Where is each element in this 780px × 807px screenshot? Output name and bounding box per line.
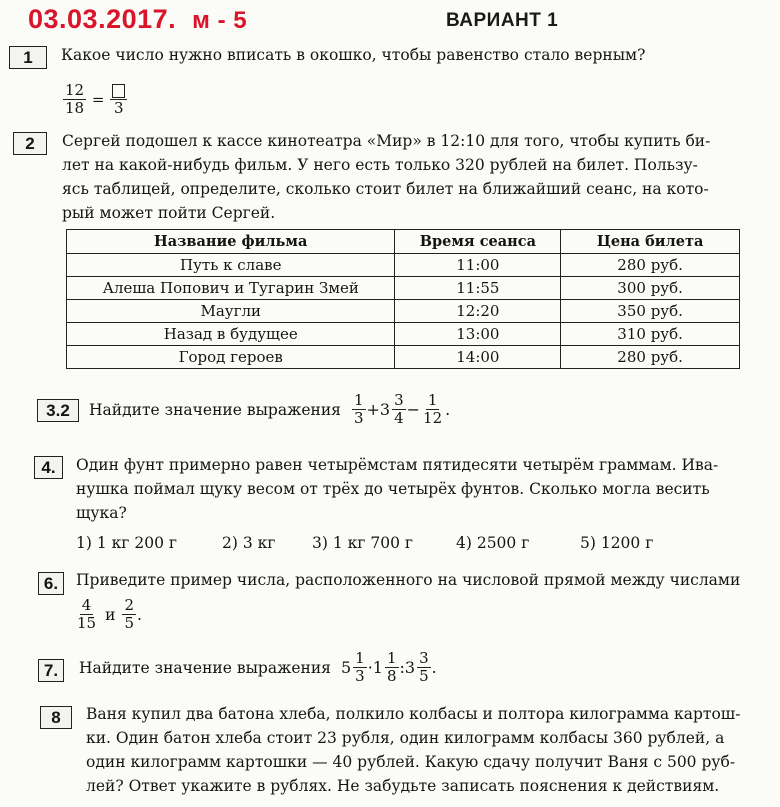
- header-time: Время сеанса: [395, 230, 561, 254]
- lesson-date: [28, 4, 247, 35]
- question-3-text: Найдите значение выражения $\frac{1}{3}$ + 3 $\frac{3}{4}$ − $\frac{1}{12}$ .: [89, 391, 451, 427]
- table-row: Путь к славе 11:00 280 руб.: [67, 254, 740, 277]
- expression-7: 5 $\frac{1}{3}$ · 1 $\frac{1}{8}$ : 3 $\frac{3}{5}$ .: [340, 649, 437, 685]
- question-6-text: Приведите пример числа, расположенного на числовой прямой между числами: [76, 571, 741, 589]
- question-2-number: 2: [13, 132, 47, 155]
- table-row: Город героев 14:00 280 руб.: [67, 346, 740, 369]
- table-row: Алеша Попович и Тугарин Змей 11:55 300 руб.: [67, 277, 740, 300]
- question-8-text: Ваня купил два батона хлеба, полкило колбасы и полтора килограмма картош- ки. Один батон хлеба стоит 23 рубля, один килограмм колбасы 360 рублей, а один килограмм картошки — 40 рублей. Какую сдачу получит Ваня с 500 руб- лей? Ответ укажите в рублях. Не забудьте записать пояснения к действиям.: [86, 705, 741, 795]
- option-1: 1) 1 кг 200 г: [76, 534, 177, 552]
- lesson-suffix: м - 5: [192, 7, 248, 34]
- option-3: 3) 1 кг 700 г: [312, 534, 413, 552]
- table-row: Назад в будущее 13:00 310 руб.: [67, 323, 740, 346]
- question-3-number: 3.2: [37, 399, 79, 422]
- question-6-fractions: $\frac{4}{15}$ и $\frac{2}{5}$ .: [77, 596, 142, 632]
- option-2: 2) 3 кг: [222, 534, 276, 552]
- header-price: Цена билета: [561, 230, 740, 254]
- question-1-equation: [62, 82, 128, 117]
- question-6-number: 6.: [38, 572, 64, 595]
- table-header-row: [67, 230, 740, 254]
- header-film: Название фильма: [67, 230, 395, 254]
- question-1-text: Какое число нужно вписать в окошко, чтобы равенство стало верным?: [61, 46, 646, 64]
- option-5: 5) 1200 г: [580, 534, 654, 552]
- cinema-schedule-table: [66, 229, 740, 369]
- date-text: 03.03.2017.: [28, 4, 177, 34]
- question-4-number: 4.: [34, 456, 63, 479]
- question-7-number: 7.: [38, 659, 64, 682]
- fraction-12-18: $\frac{12}{18}$: [65, 81, 85, 117]
- question-4-text: Один фунт примерно равен четырёмстам пятидесяти четырём граммам. Ива- нушка поймал щуку весом от трёх до четырёх фунтов. Сколько могла весить щука?: [76, 456, 719, 522]
- question-8-number: 8: [40, 706, 72, 729]
- option-4: 4) 2500 г: [456, 534, 530, 552]
- expression-3: $\frac{1}{3}$ + 3 $\frac{3}{4}$ − $\frac{1}{12}$ .: [353, 391, 451, 427]
- table-row: Маугли 12:20 350 руб.: [67, 300, 740, 323]
- equals-sign: =: [91, 90, 105, 109]
- question-7-text: Найдите значение выражения 5 $\frac{1}{3}$ · 1 $\frac{1}{8}$ : 3 $\frac{3}{5}$ .: [79, 649, 437, 685]
- variant-title: ВАРИАНТ 1: [446, 10, 559, 31]
- question-2-text: Сергей подошел к кассе кинотеатра «Мир» в 12:10 для того, чтобы купить би- лет на какой-нибудь фильм. У него есть только 320 рублей на билет. Пользу- ясь таблицей, определите, сколько стоит билет на ближайший сеанс, на кото- рый может пойти Сергей.: [62, 132, 711, 222]
- question-1-number: 1: [9, 46, 47, 69]
- answer-box: [112, 84, 125, 98]
- fraction-box-3: 3: [110, 82, 127, 117]
